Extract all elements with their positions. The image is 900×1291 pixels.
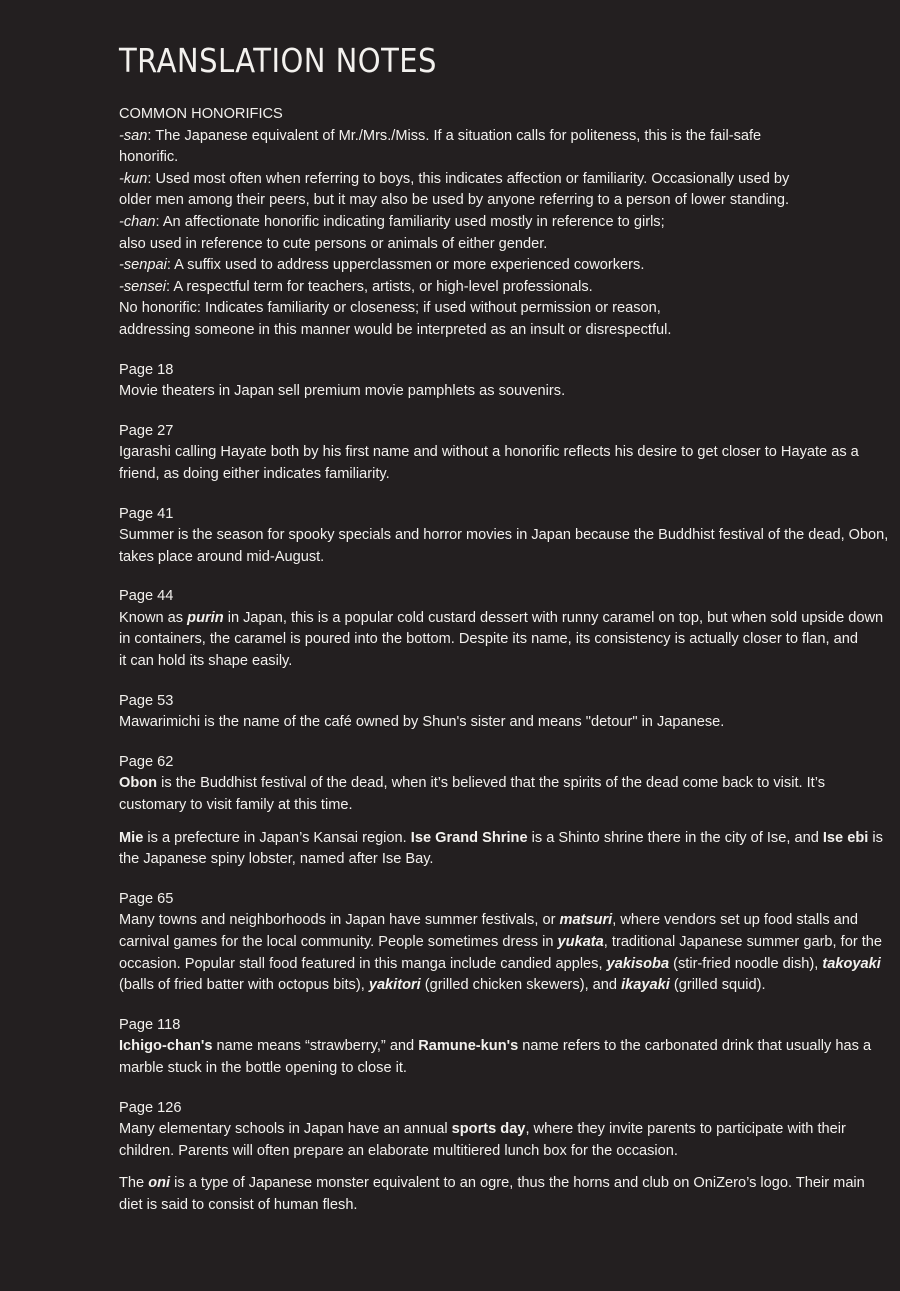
note-text: [119, 954, 881, 976]
note-heading: Page 65: [119, 890, 174, 907]
note-text: [119, 828, 883, 850]
text-run: Many towns and neighborhoods in Japan have summer festivals, or: [119, 912, 560, 929]
chan-text-line2: also used in reference to cute persons or animals of either gender.: [119, 235, 548, 252]
san-text: : The Japanese equivalent of Mr./Mrs./Miss. If a situation calls for politeness, this is the fail-safe: [147, 127, 762, 144]
kun-text-line2: older men among their peers, but it may also be used by anyone referring to a person of lower standing.: [119, 192, 790, 209]
note-text: [119, 1173, 865, 1195]
term-mie: Mie: [119, 829, 144, 846]
text-run: (grilled squid).: [669, 977, 766, 994]
note-text: diet is said to consist of human flesh.: [119, 1196, 358, 1213]
term-matsuri: matsuri: [559, 912, 613, 929]
term-oni: oni: [148, 1175, 171, 1192]
term-takoyaki: takoyaki: [822, 955, 881, 972]
page-title: TRANSLATION NOTES: [119, 41, 437, 80]
note-page-118: [119, 1015, 872, 1080]
kun-entry: [119, 169, 841, 191]
text-run: is the Buddhist festival of the dead, when it’s believed that the spirits of the dead come back to visit. It’s: [157, 775, 826, 792]
note-text: [119, 1036, 872, 1058]
note-text: in containers, the caramel is poured into the bottom. Despite its name, its consistency is actually closer to flan, and: [119, 631, 858, 648]
text-run: (stir-fried noodle dish),: [669, 955, 823, 972]
text-run: (balls of fried batter with octopus bits),: [119, 977, 369, 994]
note-text: [119, 1119, 846, 1141]
term-yakisoba: yakisoba: [606, 955, 670, 972]
note-page-41: [119, 504, 889, 569]
text-run: carnival games for the local community. People sometimes dress in: [119, 934, 558, 950]
term-yakitori: yakitori: [368, 977, 421, 994]
text-run: name refers to the carbonated drink that usually has a: [518, 1038, 872, 1055]
kun-term: -kun: [119, 170, 148, 187]
sensei-entry: [119, 277, 841, 299]
text-run: is a type of Japanese monster equivalent to an ogre, thus the horns and club on OniZero’s logo. Their main: [170, 1175, 865, 1192]
senpai-term: -senpai: [119, 257, 167, 274]
note-page-18: [119, 360, 841, 403]
text-run: is a Shinto shrine there in the city of Ise, and: [527, 829, 823, 846]
note-page-53: [119, 691, 841, 734]
note-heading: Page 62: [119, 753, 174, 770]
note-heading: Page 18: [119, 361, 174, 378]
term-sports-day: sports day: [451, 1121, 526, 1138]
kun-text: : Used most often when referring to boys, this indicates affection or familiarity. Occasionally used by: [147, 170, 790, 187]
text-run: The: [119, 1175, 149, 1192]
text-run: is a prefecture in Japan’s Kansai region.: [143, 829, 411, 846]
note-text: friend, as doing either indicates familiarity.: [119, 465, 390, 482]
term-ikayaki: ikayaki: [621, 977, 670, 994]
san-term: -san: [119, 127, 148, 144]
note-text: it can hold its shape easily.: [119, 653, 293, 670]
note-text: customary to visit family at this time.: [119, 797, 353, 814]
note-page-126: [119, 1098, 865, 1217]
note-heading: Page 53: [119, 692, 174, 709]
senpai-text: : A suffix used to address upperclassmen or more experienced coworkers.: [166, 257, 645, 274]
san-text-line2: honorific.: [119, 149, 179, 166]
honorifics-section: [119, 104, 841, 342]
note-text: [119, 932, 883, 954]
text-run: , where vendors set up food stalls and: [612, 912, 859, 929]
note-heading: Page 41: [119, 505, 174, 522]
text-run: Many elementary schools in Japan have an annual: [119, 1121, 452, 1138]
note-page-65: [119, 889, 883, 997]
note-heading: Page 27: [119, 422, 174, 439]
term-ise-grand-shrine: Ise Grand Shrine: [410, 829, 528, 846]
no-honorific-text-line2: addressing someone in this manner would be interpreted as an insult or disrespectful.: [119, 321, 672, 338]
note-text: the Japanese spiny lobster, named after Ise Bay.: [119, 851, 434, 868]
sensei-term: -sensei: [119, 278, 167, 295]
note-text: [119, 608, 884, 630]
chan-term: -chan: [119, 213, 156, 230]
text-run: , traditional Japanese summer garb, for the: [603, 934, 883, 950]
san-entry: [119, 126, 841, 148]
sensei-text: : A respectful term for teachers, artists, or high-level professionals.: [166, 278, 593, 295]
honorifics-heading: COMMON HONORIFICS: [119, 106, 283, 122]
term-obon: Obon: [119, 775, 158, 792]
note-page-44: [119, 586, 884, 672]
note-page-27: [119, 421, 859, 486]
term-purin: purin: [187, 609, 224, 626]
note-page-62: [119, 752, 883, 871]
note-text: Movie theaters in Japan sell premium movie pamphlets as souvenirs.: [119, 383, 566, 400]
no-honorific-text: No honorific: Indicates familiarity or closeness; if used without permission or reason,: [119, 300, 661, 317]
note-text: children. Parents will often prepare an elaborate multitiered lunch box for the occasion.: [119, 1142, 678, 1159]
note-text: Mawarimichi is the name of the café owned by Shun's sister and means "detour" in Japanese.: [119, 714, 725, 731]
translation-notes-page: [119, 38, 889, 1217]
note-text: marble stuck in the bottle opening to close it.: [119, 1059, 407, 1076]
text-run: (grilled chicken skewers), and: [420, 977, 622, 994]
chan-entry: [119, 212, 841, 234]
note-text: [119, 910, 859, 932]
note-text: Igarashi calling Hayate both by his first name and without a honorific reflects his desire to get closer to Hayate as a: [119, 444, 859, 461]
term-ise-ebi: Ise ebi: [822, 829, 869, 846]
note-heading: Page 44: [119, 588, 174, 605]
text-run: occasion. Popular stall food featured in this manga include candied apples,: [119, 955, 607, 972]
text-run: name means “strawberry,” and: [212, 1038, 419, 1055]
text-run: Known as: [119, 609, 188, 626]
text-run: is: [868, 829, 883, 846]
note-text: [119, 975, 841, 997]
text-run: in Japan, this is a popular cold custard dessert with runny caramel on top, but when sold upside down: [223, 609, 884, 626]
term-ramune-kun: Ramune-kun's: [418, 1038, 519, 1055]
senpai-entry: [119, 255, 841, 277]
note-heading: Page 126: [119, 1099, 182, 1116]
term-yukata: yukata: [557, 934, 604, 950]
note-text: [119, 773, 841, 795]
note-text: takes place around mid-August.: [119, 548, 325, 565]
note-text: Summer is the season for spooky specials and horror movies in Japan because the Buddhist festival of the dead, Obon,: [119, 527, 889, 544]
note-heading: Page 118: [119, 1016, 181, 1033]
term-ichigo-chan: Ichigo-chan's: [119, 1038, 213, 1055]
text-run: , where they invite parents to participate with their: [525, 1121, 846, 1138]
chan-text: : An affectionate honorific indicating familiarity used mostly in reference to girls;: [155, 213, 665, 230]
